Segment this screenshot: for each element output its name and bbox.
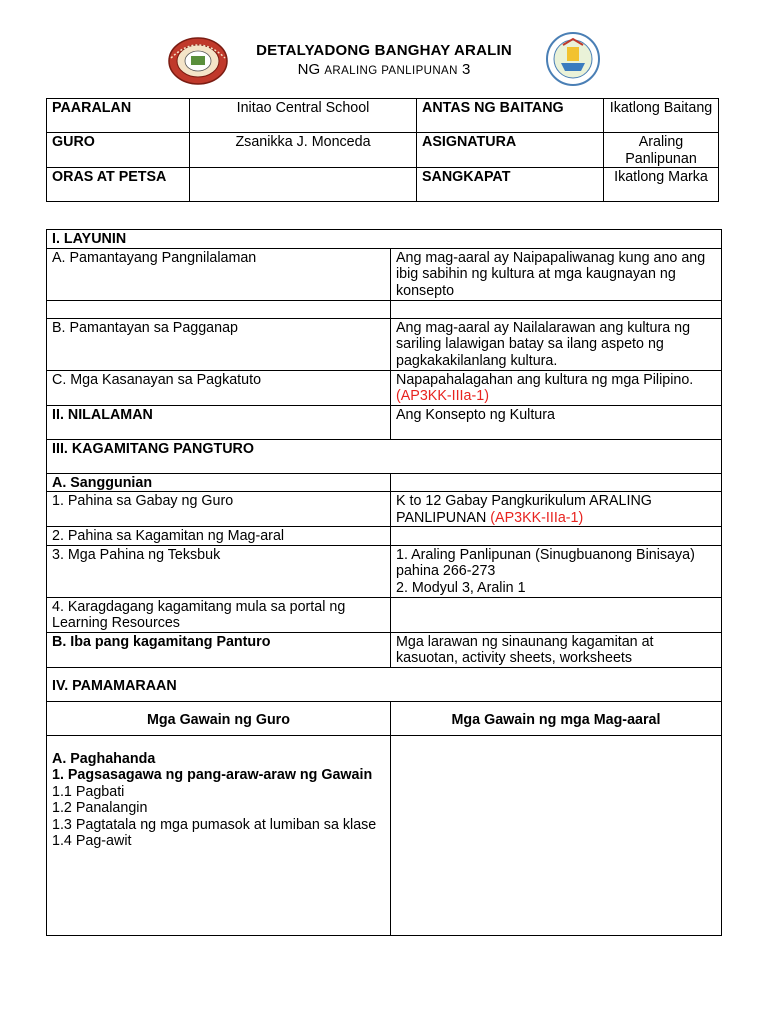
teacher-guide-cell bbox=[391, 492, 722, 527]
quarter-value: Ikatlong Marka bbox=[604, 168, 719, 202]
procedure-header: IV. PAMAMARAAN bbox=[47, 667, 722, 701]
teacher-label: GURO bbox=[47, 133, 190, 168]
references-label: A. Sanggunian bbox=[47, 473, 391, 492]
routine-item: 1.1 Pagbati bbox=[52, 783, 125, 800]
other-materials-label: B. Iba pang kagamitang Panturo bbox=[47, 632, 391, 667]
competency-cell bbox=[391, 370, 722, 405]
teacher-activities-cell bbox=[47, 735, 391, 935]
objectives-header: I. LAYUNIN bbox=[47, 230, 722, 249]
teacher-value: Zsanikka J. Monceda bbox=[190, 133, 417, 168]
content-value: Ang Konsepto ng Kultura bbox=[391, 405, 722, 439]
competency-code: (AP3KK-IIIa-1) bbox=[396, 388, 489, 404]
competency-label: C. Mga Kasanayan sa Pagkatuto bbox=[47, 370, 391, 405]
routine-item: 1.3 Pagtatala ng mga pumasok at lumiban sa klase bbox=[52, 816, 377, 833]
student-activities-cell bbox=[391, 735, 722, 935]
references-value bbox=[391, 473, 722, 492]
performance-standard-label: B. Pamantayan sa Pagganap bbox=[47, 318, 391, 370]
time-date-label: ORAS AT PETSA bbox=[47, 168, 190, 202]
other-materials-value: Mga larawan ng sinaunang kagamitan at kasuotan, activity sheets, worksheets bbox=[391, 632, 722, 667]
content-standard-value: Ang mag-aaral ay Naipapaliwanag kung ano ang ibig sabihin ng kultura at mga kaugnayan ng konsepto bbox=[391, 248, 722, 300]
time-date-value bbox=[190, 168, 417, 202]
textbook-label: 3. Mga Pahina ng Teksbuk bbox=[47, 545, 391, 597]
textbook-cell bbox=[391, 545, 722, 597]
quarter-label: SANGKAPAT bbox=[417, 168, 604, 202]
subtitle-prefix: NG bbox=[297, 61, 321, 78]
blank-cell-left bbox=[47, 300, 391, 318]
deped-division-seal-logo bbox=[545, 31, 601, 87]
teacher-activities-header: Mga Gawain ng Guro bbox=[47, 701, 391, 735]
grade-label: ANTAS NG BAITANG bbox=[417, 99, 604, 133]
info-table bbox=[46, 98, 719, 202]
performance-standard-value: Ang mag-aaral ay Nailalarawan ang kultura ng sariling lalawigan batay sa ilang aspeto ng pagkakakilanlang kultura. bbox=[391, 318, 722, 370]
teacher-guide-code: (AP3KK-IIIa-1) bbox=[490, 509, 584, 526]
lr-portal-label: 4. Karagdagang kagamitang mula sa portal ng Learning Resources bbox=[47, 597, 391, 632]
lr-portal-value bbox=[391, 597, 722, 632]
teacher-guide-label: 1. Pahina sa Gabay ng Guro bbox=[47, 492, 391, 527]
content-standard-label: A. Pamantayang Pangnilalaman bbox=[47, 248, 391, 300]
competency-value: Napapahalagahan ang kultura ng mga Pilipino. bbox=[396, 371, 694, 388]
blank-cell-right bbox=[391, 300, 722, 318]
grade-value: Ikatlong Baitang bbox=[604, 99, 719, 133]
learner-material-value bbox=[391, 527, 722, 546]
subtitle-subject: ARALING PANLIPUNAN bbox=[324, 65, 458, 77]
routine-item: 1.2 Panalangin bbox=[52, 800, 148, 816]
subject-value: Araling Panlipunan bbox=[604, 133, 719, 168]
subject-label: ASIGNATURA bbox=[417, 133, 604, 168]
document-subtitle bbox=[0, 61, 768, 78]
document-title: DETALYADONG BANGHAY ARALIN bbox=[256, 42, 512, 59]
student-activities-header: Mga Gawain ng mga Mag-aaral bbox=[391, 701, 722, 735]
school-value: Initao Central School bbox=[190, 99, 417, 133]
daily-routine-label: 1. Pagsasagawa ng pang-araw-araw ng Gawain bbox=[52, 767, 373, 783]
lesson-plan-table bbox=[46, 229, 722, 936]
textbook-value-2: 2. Modyul 3, Aralin 1 bbox=[396, 579, 526, 596]
subtitle-number: 3 bbox=[462, 61, 471, 78]
resources-header: III. KAGAMITANG PANGTURO bbox=[47, 439, 722, 473]
school-label: PAARALAN bbox=[47, 99, 190, 133]
routine-item: 1.4 Pag-awit bbox=[52, 833, 132, 849]
textbook-value-1: 1. Araling Panlipunan (Sinugbuanong Binisaya) pahina 266-273 bbox=[396, 546, 695, 579]
learner-material-label: 2. Pahina sa Kagamitan ng Mag-aral bbox=[47, 527, 391, 546]
teacher-guide-value: K to 12 Gabay Pangkurikulum ARALING PANLIPUNAN bbox=[396, 493, 652, 526]
prep-label: A. Paghahanda bbox=[52, 750, 156, 767]
content-label: II. NILALAMAN bbox=[47, 405, 391, 439]
document-header bbox=[0, 30, 768, 90]
